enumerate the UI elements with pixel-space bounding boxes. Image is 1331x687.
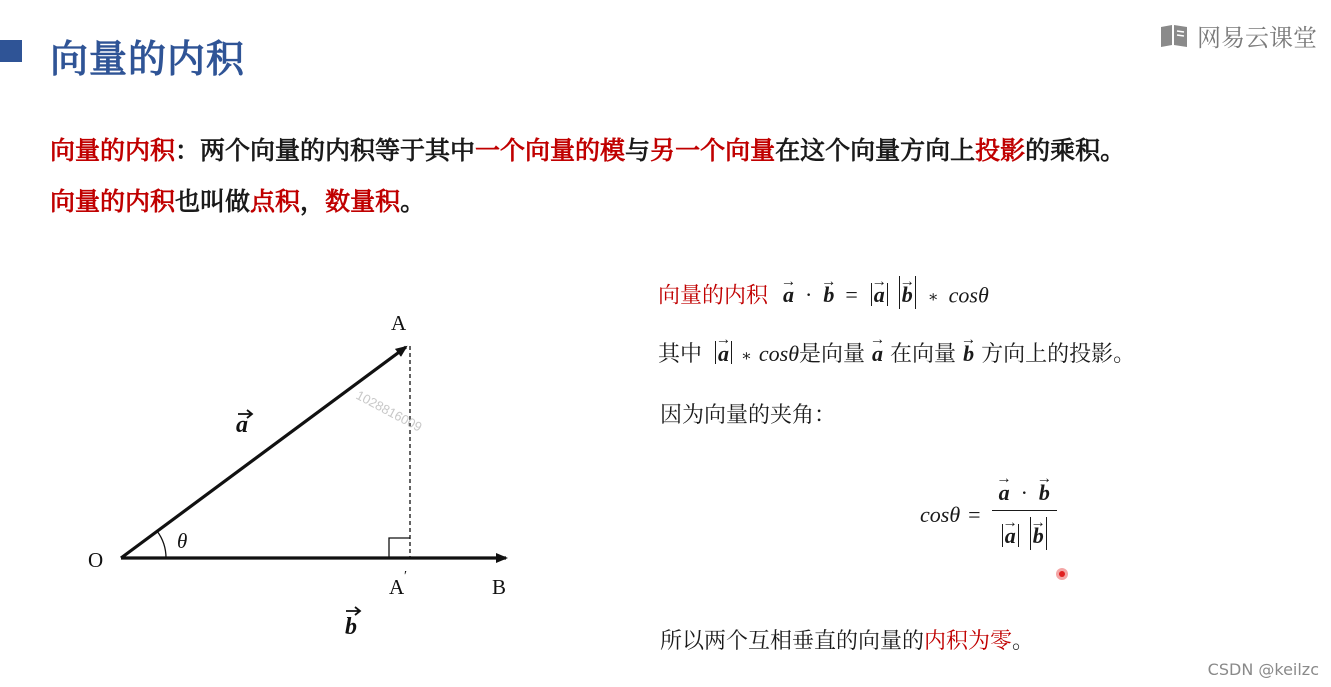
inner-product-formula bbox=[658, 276, 989, 309]
definition-segment: 数量积 bbox=[325, 187, 401, 216]
page-title: 向量的内积 bbox=[50, 37, 246, 81]
label-a-prime-mark: ′ bbox=[404, 569, 408, 584]
definition-segment: ：两个向量的内积等于其中 bbox=[175, 136, 476, 165]
label-a: A bbox=[391, 311, 407, 335]
vector-a-symbol: → a bbox=[999, 480, 1010, 506]
definition-segment: 。 bbox=[400, 187, 426, 216]
vector-a-symbol: → a bbox=[718, 341, 729, 367]
fraction bbox=[991, 480, 1058, 550]
vector-b-symbol: → b bbox=[963, 341, 974, 367]
vector-a-symbol: → a bbox=[874, 282, 885, 308]
proj-suffix: 方向上的投影。 bbox=[981, 342, 1136, 367]
vector-a-arrow bbox=[121, 347, 406, 558]
fraction-denominator bbox=[992, 510, 1057, 550]
vector-b-symbol: → b bbox=[1033, 523, 1044, 549]
right-angle-mark bbox=[389, 538, 410, 558]
vector-a-symbol: → a bbox=[783, 282, 794, 308]
definition-segment: 也叫做 bbox=[175, 187, 251, 216]
equals-symbol: = bbox=[845, 282, 858, 308]
brand-logo bbox=[1159, 18, 1317, 53]
definition-segment: 在这个向量方向上 bbox=[775, 136, 976, 165]
definition-segment: 一个向量的模 bbox=[475, 136, 626, 165]
vector-b-symbol: → b bbox=[823, 282, 834, 308]
final-sentence bbox=[660, 624, 1034, 655]
label-theta: θ bbox=[177, 529, 188, 553]
angle-arc bbox=[157, 531, 166, 558]
label-b: B bbox=[492, 575, 507, 599]
cos-theta-symbol: cosθ bbox=[948, 282, 989, 308]
cos-theta-symbol: cosθ bbox=[758, 341, 800, 366]
vector-a-symbol: → a bbox=[872, 341, 883, 367]
definition-segment: 向量的内积 bbox=[50, 187, 176, 216]
definition-segment: 投影 bbox=[975, 136, 1026, 165]
angle-sentence: 因为向量的夹角： bbox=[660, 403, 837, 428]
vector-projection-diagram bbox=[0, 0, 620, 687]
times-symbol: ∗ bbox=[741, 348, 752, 365]
final-highlight: 内积为零 bbox=[924, 629, 1013, 654]
equals-symbol: = bbox=[968, 502, 981, 527]
times-symbol: ∗ bbox=[927, 289, 939, 307]
label-a-prime: A bbox=[389, 575, 405, 599]
pointer-dot-icon bbox=[1056, 568, 1068, 580]
csdn-watermark: CSDN @keilzc bbox=[1207, 660, 1319, 679]
vector-a-symbol: → a bbox=[1005, 523, 1016, 549]
dot-symbol: · bbox=[805, 282, 813, 308]
definition-segment: ， bbox=[300, 187, 326, 216]
dot-symbol: · bbox=[1020, 480, 1028, 505]
brand-name: 网易云课堂 bbox=[1197, 24, 1317, 52]
definition-segment: 点积 bbox=[250, 187, 301, 216]
proj-mid-1: 是向量 bbox=[799, 342, 866, 367]
final-prefix: 所以两个互相垂直的向量的 bbox=[660, 629, 925, 654]
cos-theta-fraction bbox=[920, 480, 1058, 550]
formula-label: 向量的内积 bbox=[658, 283, 769, 309]
vector-a-label: a bbox=[236, 412, 248, 438]
vector-b-label: b bbox=[345, 614, 357, 640]
label-o: O bbox=[88, 548, 104, 572]
vector-b-symbol: → b bbox=[902, 282, 913, 308]
proj-prefix: 其中 bbox=[658, 342, 703, 367]
faint-watermark: 1028816009 bbox=[353, 387, 425, 435]
cos-theta-symbol: cosθ bbox=[920, 502, 961, 527]
final-suffix: 。 bbox=[1012, 629, 1035, 654]
proj-mid-2: 在向量 bbox=[890, 342, 957, 367]
fraction-numerator bbox=[991, 480, 1058, 510]
projection-sentence bbox=[658, 337, 1135, 368]
definition-segment: 与 bbox=[625, 136, 651, 165]
vector-b-symbol: → b bbox=[1039, 480, 1050, 506]
definition-segment: 向量的内积 bbox=[50, 136, 176, 165]
definition-segment: 另一个向量 bbox=[650, 136, 776, 165]
book-icon bbox=[1159, 23, 1189, 49]
definition-segment: 的乘积。 bbox=[1025, 136, 1126, 165]
